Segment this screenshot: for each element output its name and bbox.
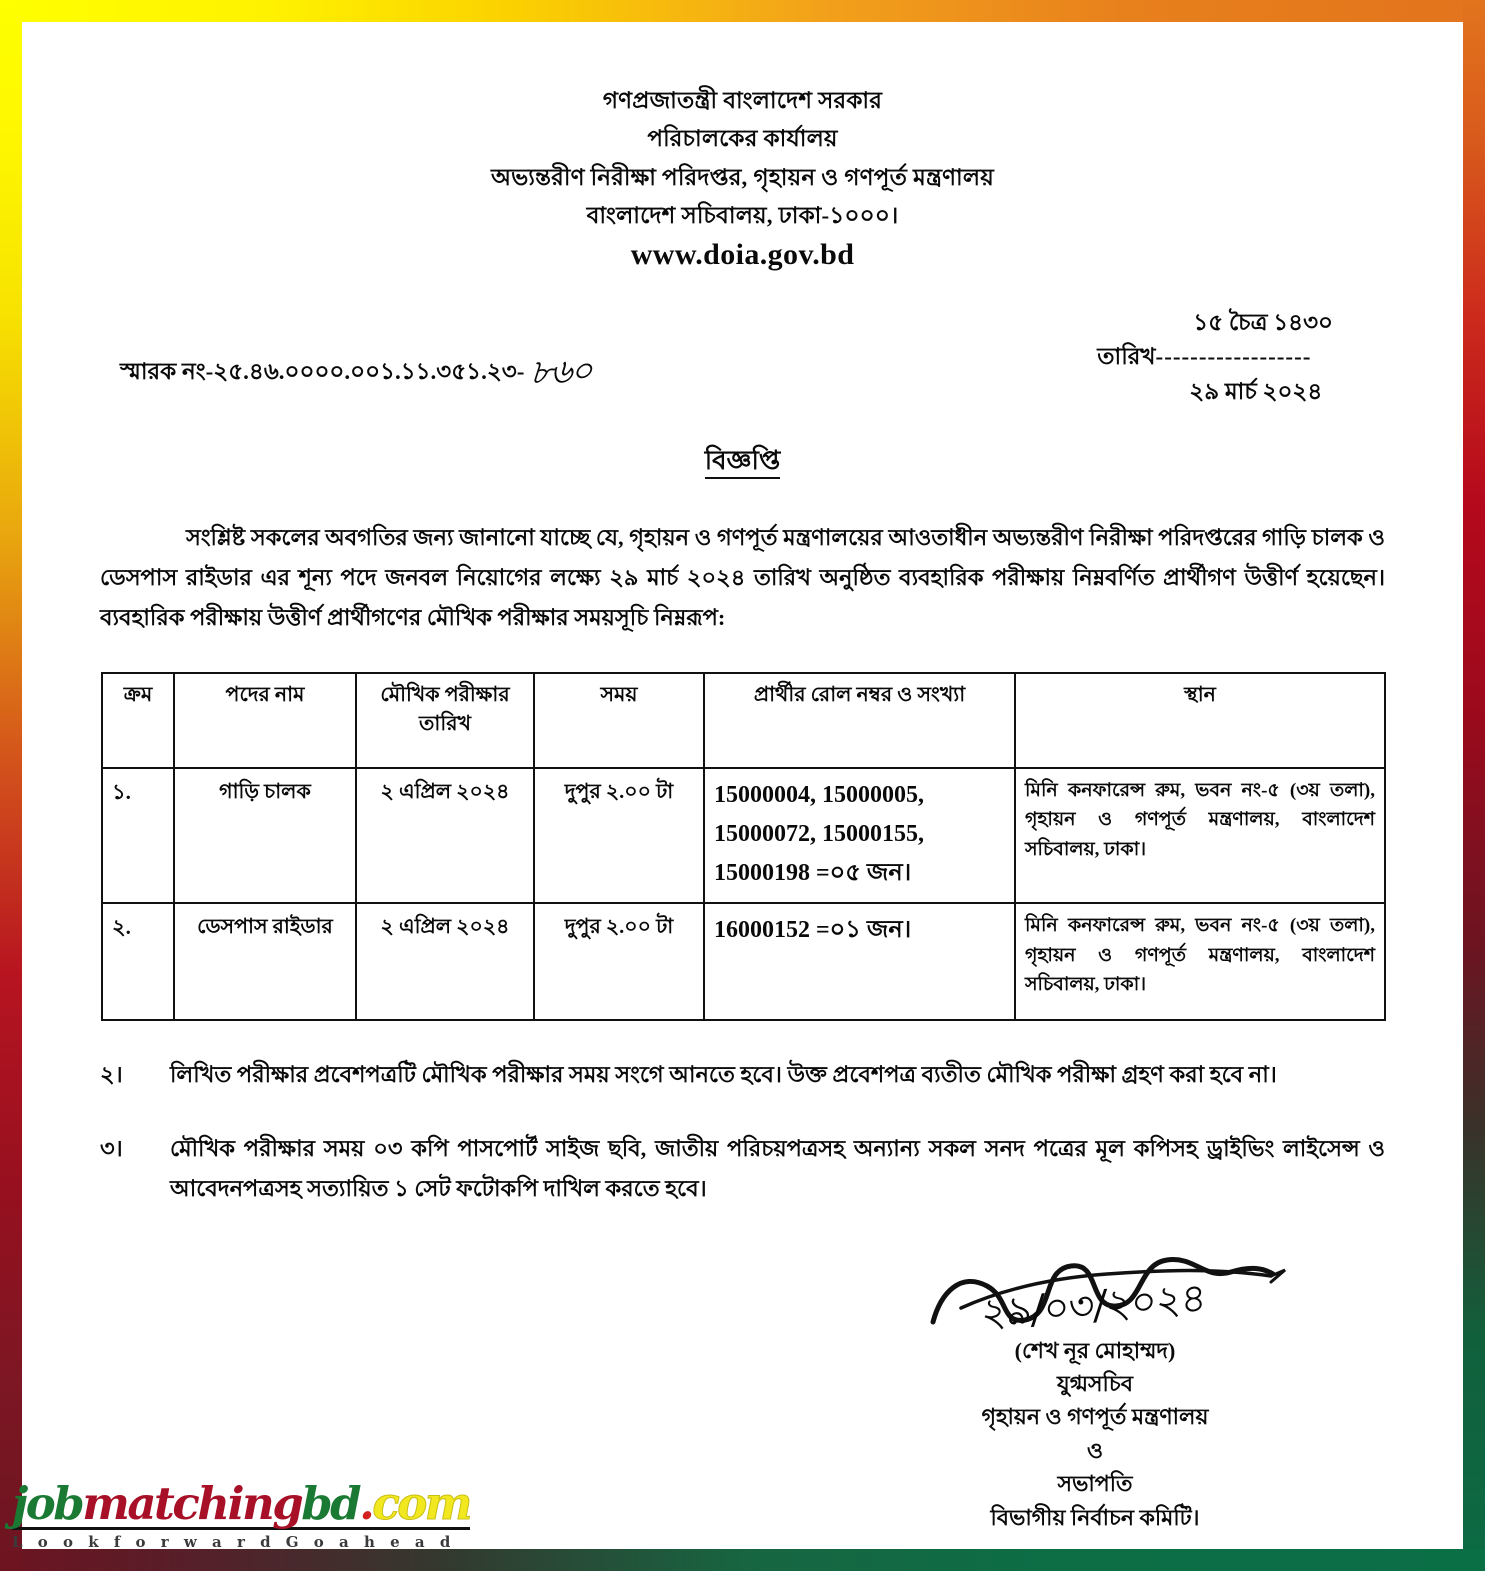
logo-part-bd: bd bbox=[301, 1477, 360, 1530]
letterhead-line-government: গণপ্রজাতন্ত্রী বাংলাদেশ সরকার bbox=[602, 88, 883, 113]
document-content bbox=[22, 22, 1463, 1549]
cell-post: গাড়ি চালক bbox=[174, 768, 356, 904]
date-english: ২৯ মার্চ ২০২৪ bbox=[1189, 378, 1323, 404]
letterhead-website: www.doia.gov.bd bbox=[630, 237, 855, 271]
memo-number bbox=[120, 342, 591, 399]
signature-graphic bbox=[885, 1262, 1305, 1336]
decorative-border-right bbox=[1463, 0, 1485, 1571]
clause-3-number: ৩। bbox=[100, 1136, 123, 1162]
table-row bbox=[102, 903, 1385, 1020]
table-row bbox=[102, 768, 1385, 904]
decorative-border-left bbox=[0, 0, 22, 1571]
cell-venue: মিনি কনফারেন্স রুম, ভবন নং-৫ (৩য় তলা), গৃহায়ন ও গণপূর্ত মন্ত্রণালয়, বাংলাদেশ সচিবালয়, ঢাকা। bbox=[1015, 768, 1385, 904]
clause-2-text: লিখিত পরীক্ষার প্রবেশপত্রটি মৌখিক পরীক্ষার সময় সংগে আনতে হবে। উক্ত প্রবেশপত্র ব্যতীত মৌখিক পরীক্ষা গ্রহণ করা হবে না। bbox=[170, 1062, 1277, 1088]
decorative-border-top bbox=[0, 0, 1485, 22]
signatory-committee: বিভাগীয় নির্বাচন কমিটি। bbox=[990, 1504, 1200, 1530]
clause-2 bbox=[100, 1055, 1385, 1095]
exam-schedule-table bbox=[101, 672, 1386, 1022]
signatory-ministry: গৃহায়ন ও গণপূর্ত মন্ত্রণালয় bbox=[981, 1404, 1209, 1430]
column-header-post: পদের নাম bbox=[174, 673, 356, 768]
clause-2-number: ২। bbox=[100, 1062, 123, 1088]
cell-venue: মিনি কনফারেন্স রুম, ভবন নং-৫ (৩য় তলা), গৃহায়ন ও গণপূর্ত মন্ত্রণালয়, বাংলাদেশ সচিবালয়, ঢাকা। bbox=[1015, 903, 1385, 1020]
cell-exam-date: ২ এপ্রিল ২০২৪ bbox=[356, 768, 534, 904]
memo-number-handwritten: ৮৬০ bbox=[529, 350, 593, 393]
cell-roll-numbers: 16000152 =০১ জন। bbox=[704, 903, 1015, 1020]
watermark-logo bbox=[12, 1477, 470, 1551]
letterhead-line-office: পরিচালকের কার্যালয় bbox=[647, 126, 838, 152]
memo-number-label: স্মারক নং-২৫.৪৬.০০০০.০০১.১১.৩৫১.২৩- bbox=[120, 358, 525, 384]
watermark-logo-text bbox=[12, 1477, 470, 1530]
column-header-serial: ক্রম bbox=[102, 673, 174, 768]
date-dashes: ------------------ bbox=[1155, 344, 1312, 370]
logo-part-com: com bbox=[372, 1477, 470, 1530]
logo-part-matching: matching bbox=[82, 1477, 302, 1530]
cell-post: ডেসপাস রাইডার bbox=[174, 903, 356, 1020]
page-title-text: বিজ্ঞপ্তি bbox=[705, 446, 781, 479]
signatory-name: (শেখ নূর মোহাম্মদ) bbox=[1014, 1337, 1176, 1363]
date-bangla: ১৫ চৈত্র ১৪৩০ bbox=[1193, 309, 1333, 335]
cell-exam-date: ২ এপ্রিল ২০২৪ bbox=[356, 903, 534, 1020]
clause-3-text: মৌখিক পরীক্ষার সময় ০৩ কপি পাসপোর্ট সাইজ ছবি, জাতীয় পরিচয়পত্রসহ অন্যান্য সকল সনদ পত্রের মূল কপিসহ ড্রাইভিং লাইসেন্স ও আবেদনপত্রসহ সত্যায়িত ১ সেট ফটোকপি দাখিল করতে হবে। bbox=[170, 1136, 1385, 1202]
cell-serial: ১. bbox=[102, 768, 174, 904]
date-label: তারিখ bbox=[1097, 344, 1156, 370]
cell-roll-numbers: 15000004, 15000005, 15000072, 15000155, 15000198 =০৫ জন। bbox=[704, 768, 1015, 904]
signature-handwritten-date: ২৯/০৩/২০২৪ bbox=[980, 1274, 1207, 1337]
column-header-time: সময় bbox=[534, 673, 704, 768]
date-block bbox=[1097, 306, 1333, 410]
cell-time: দুপুর ২.০০ টা bbox=[534, 903, 704, 1020]
signatory-conjunction: ও bbox=[1086, 1437, 1104, 1463]
watermark-tagline: L o o k f o r w a r d G o a h e a d bbox=[12, 1533, 456, 1551]
column-header-roll-numbers: প্রার্থীর রোল নম্বর ও সংখ্যা bbox=[704, 673, 1015, 768]
clause-3 bbox=[100, 1129, 1385, 1209]
logo-part-job: job bbox=[12, 1477, 83, 1530]
page-title bbox=[100, 440, 1385, 484]
table-header-row bbox=[102, 673, 1385, 768]
letterhead bbox=[100, 82, 1385, 272]
signatory-designation: যুগ্মসচিব bbox=[1057, 1370, 1133, 1396]
decorative-border-bottom bbox=[0, 1549, 1485, 1571]
cell-time: দুপুর ২.০০ টা bbox=[534, 768, 704, 904]
date-label-row bbox=[1097, 340, 1333, 375]
letterhead-line-address: বাংলাদেশ সচিবালয়, ঢাকা-১০০০। bbox=[586, 203, 899, 229]
signature-inner bbox=[885, 1262, 1305, 1535]
signatory-role: সভাপতি bbox=[1057, 1471, 1133, 1497]
memo-and-date-block bbox=[100, 298, 1385, 418]
notice-body-paragraph: সংশ্লিষ্ট সকলের অবগতির জন্য জানানো যাচ্ছে যে, গৃহায়ন ও গণপূর্ত মন্ত্রণালয়ের আওতাধীন অভ্যন্তরীণ নিরীক্ষা পরিদপ্তরের গাড়ি চালক ও ডেসপাস রাইডার এর শূন্য পদে জনবল নিয়োগের লক্ষ্যে ২৯ মার্চ ২০২৪ তারিখ অনুষ্ঠিত ব্যবহারিক পরীক্ষায় নিম্নবর্ণিত প্রার্থীগণ উত্তীর্ণ হয়েছেন। ব্যবহারিক পরীক্ষায় উত্তীর্ণ প্রার্থীগণের মৌখিক পরীক্ষার সময়সূচি নিম্নরূপ: bbox=[100, 524, 1385, 630]
column-header-exam-date: মৌখিক পরীক্ষার তারিখ bbox=[356, 673, 534, 768]
column-header-venue: স্থান bbox=[1015, 673, 1385, 768]
logo-part-dot: . bbox=[359, 1477, 373, 1530]
letterhead-line-department: অভ্যন্তরীণ নিরীক্ষা পরিদপ্তর, গৃহায়ন ও গণপূর্ত মন্ত্রণালয় bbox=[491, 164, 994, 190]
cell-serial: ২. bbox=[102, 903, 174, 1020]
